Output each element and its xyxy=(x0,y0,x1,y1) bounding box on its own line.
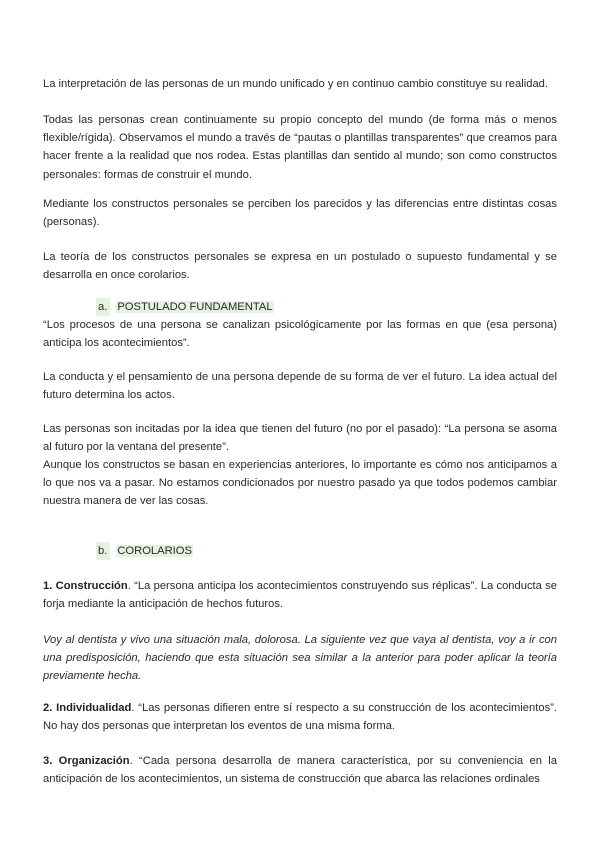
corollary-2-label: 2. Individualidad xyxy=(43,702,132,714)
corollary-2-text: . “Las personas difieren entre sí respecto a su construcción de los acontecimientos”. No hay dos personas que interpretan los eventos de una misma forma. xyxy=(43,702,557,733)
paragraph-postulado-quote: “Los procesos de una persona se canalizan psicológicamente por las formas en que (esa persona) anticipa los acontecimientos”. xyxy=(43,319,557,350)
corollary-1-text: . “La persona anticipa los acontecimientos construyendo sus réplicas”. La conducta se forja mediante la anticipación de hechos futuros. xyxy=(43,580,557,611)
heading-corolarios xyxy=(96,542,193,560)
paragraph-conducta-futuro: La conducta y el pensamiento de una persona depende de su forma de ver el futuro. La idea actual del futuro determina los actos. xyxy=(43,371,557,402)
paragraph-constructos: Mediante los constructos personales se perciben los parecidos y las diferencias entre distintas cosas (personas). xyxy=(43,198,557,229)
heading-a-marker: a. xyxy=(96,298,110,316)
paragraph-ventana-presente: Las personas son incitadas por la idea que tienen del futuro (no por el pasado): “La persona se asoma al futuro por la ventana del presente”. xyxy=(43,423,557,454)
paragraph-ejemplo-dentista: Voy al dentista y vivo una situación mala, dolorosa. La siguiente vez que vaya al dentista, voy a ir con una predisposición, haciendo que esta situación sea similar a la anterior para poder aplicar la teoría previamente hecha. xyxy=(43,634,557,683)
paragraph-realidad: La interpretación de las personas de un mundo unificado y en continuo cambio constituye su realidad. xyxy=(43,78,548,90)
heading-postulado xyxy=(96,298,274,316)
paragraph-experiencias: Aunque los constructos se basan en experiencias anteriores, lo importante es cómo nos anticipamos a lo que nos va a pasar. No estamos condicionados por nuestro pasado ya que todos podemos cambiar nuestra manera de ver las cosas. xyxy=(43,459,557,508)
paragraph-concepto-mundo: Todas las personas crean continuamente su propio concepto del mundo (de forma más o menos flexible/rígida). Observamos el mundo a través de “pautas o plantillas transparentes” que creamos para hacer frente a la realidad que nos rodea. Estas plantillas dan sentido al mundo; son como constructos personales: formas de construir el mundo. xyxy=(43,114,557,181)
heading-a-title: POSTULADO FUNDAMENTAL xyxy=(117,301,273,313)
paragraph-teoria: La teoría de los constructos personales se expresa en un postulado o supuesto fundamental y se desarrolla en once corolarios. xyxy=(43,251,557,282)
corollary-1-label: 1. Construcción xyxy=(43,580,128,592)
corollary-3-text: . “Cada persona desarrolla de manera característica, por su conveniencia en la anticipación de los acontecimientos, un sistema de construcción que abarca las relaciones ordinales xyxy=(43,755,558,786)
corollary-organizacion xyxy=(43,752,557,788)
heading-b-title: COROLARIOS xyxy=(117,545,192,557)
corollary-3-label: 3. Organización xyxy=(43,755,130,767)
heading-b-marker: b. xyxy=(96,542,110,560)
corollary-construccion xyxy=(43,577,557,613)
corollary-individualidad xyxy=(43,699,557,735)
